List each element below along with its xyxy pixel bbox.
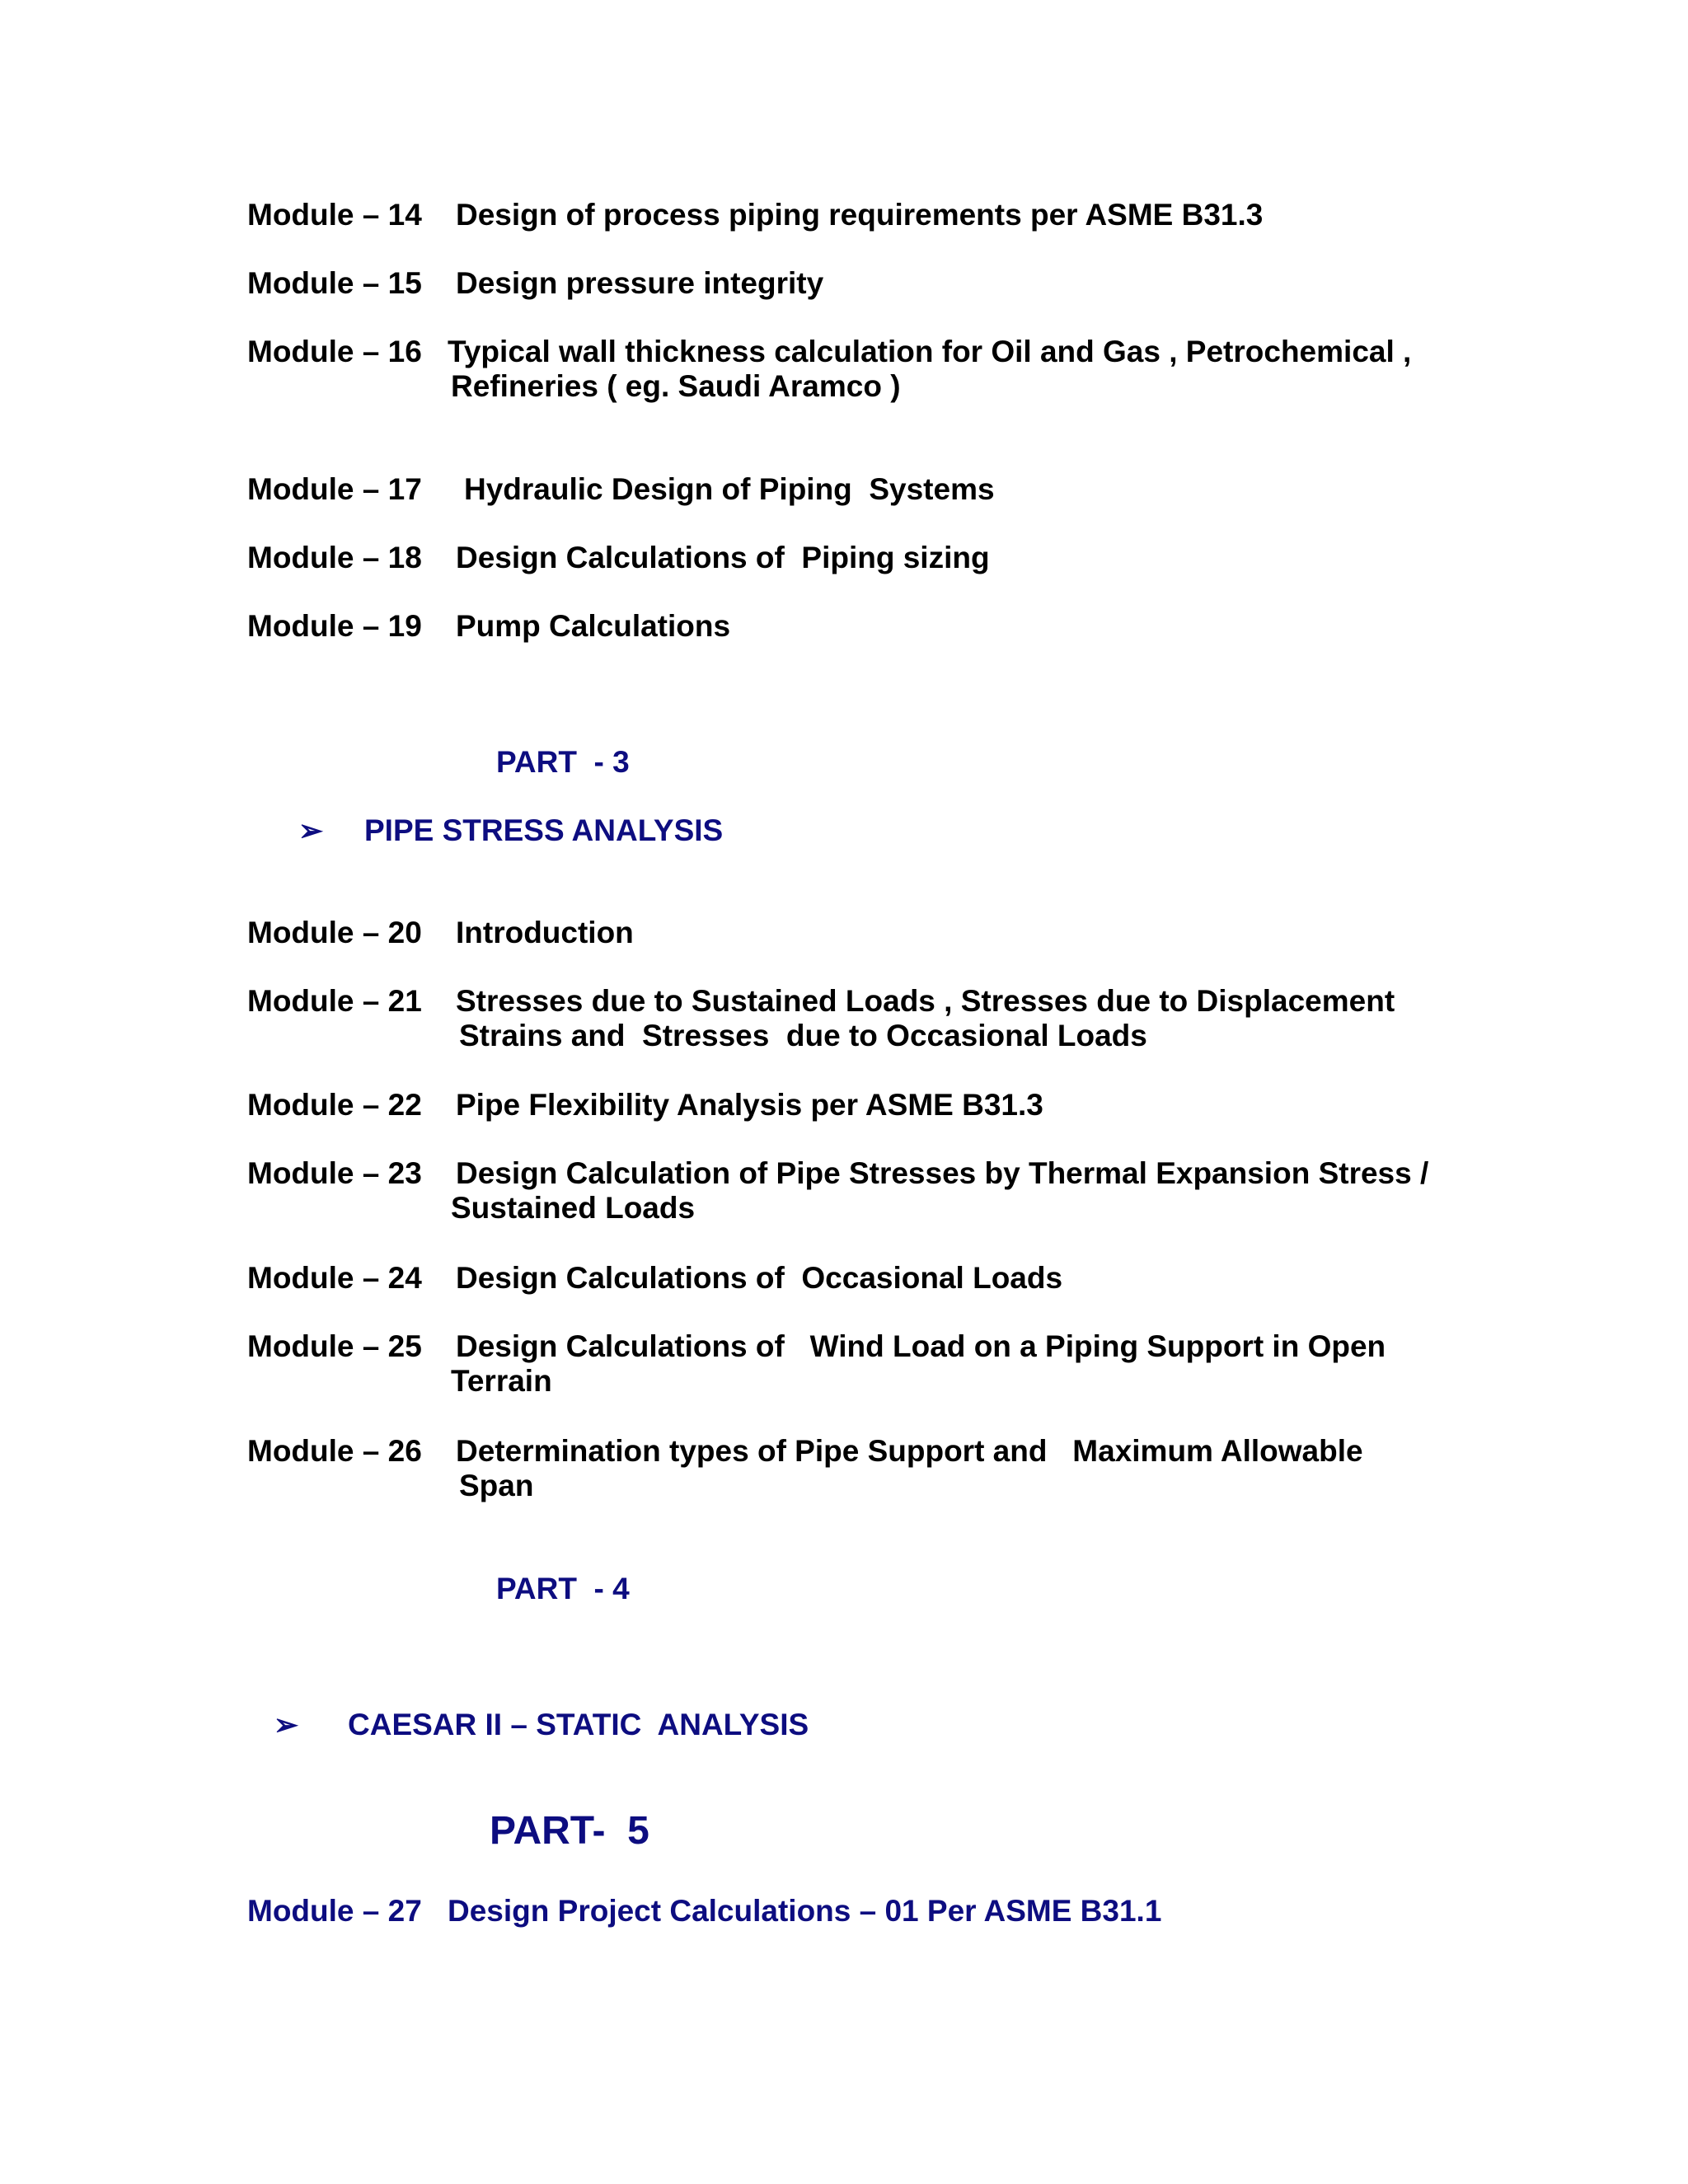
module-number: Module – 15 bbox=[247, 266, 422, 300]
module-number: Module – 27 bbox=[247, 1894, 422, 1928]
module-number: Module – 17 bbox=[247, 472, 422, 506]
module-title: Typical wall thickness calculation for Oil and Gas , Petrochemical , bbox=[448, 335, 1412, 368]
module-number: Module – 20 bbox=[247, 916, 422, 949]
module-title: Design Calculation of Pipe Stresses by Thermal Expansion Stress / bbox=[456, 1156, 1429, 1190]
module-title: Design Project Calculations – 01 Per ASME B31.1 bbox=[448, 1894, 1162, 1928]
module-number: Module – 14 bbox=[247, 198, 422, 232]
module-number: Module – 18 bbox=[247, 541, 422, 574]
module-number: Module – 23 bbox=[247, 1156, 422, 1190]
module-number: Module – 24 bbox=[247, 1261, 422, 1295]
module-number: Module – 26 bbox=[247, 1434, 422, 1468]
section-heading: PIPE STRESS ANALYSIS bbox=[364, 813, 724, 847]
module-number: Module – 16 bbox=[247, 335, 422, 368]
module-title: Determination types of Pipe Support and Maximum Allowable bbox=[456, 1434, 1363, 1468]
module-title-continuation: Span bbox=[459, 1469, 534, 1502]
module-title-continuation: Sustained Loads bbox=[451, 1191, 696, 1225]
module-title: Design Calculations of Piping sizing bbox=[456, 541, 990, 574]
section-heading: CAESAR II – STATIC ANALYSIS bbox=[348, 1708, 809, 1741]
module-title: Design Calculations of Wind Load on a Piping Support in Open bbox=[456, 1329, 1386, 1363]
module-title: Pipe Flexibility Analysis per ASME B31.3 bbox=[456, 1088, 1043, 1122]
module-number: Module – 25 bbox=[247, 1329, 422, 1363]
module-title-continuation: Strains and Stresses due to Occasional Loads bbox=[459, 1019, 1147, 1052]
module-title-continuation: Refineries ( eg. Saudi Aramco ) bbox=[451, 369, 901, 403]
module-title: Pump Calculations bbox=[456, 609, 731, 643]
module-title: Stresses due to Sustained Loads , Stresses due to Displacement bbox=[456, 984, 1395, 1018]
part-label: PART- 5 bbox=[490, 1809, 649, 1853]
arrow-bullet-icon: ➢ bbox=[274, 1708, 299, 1741]
module-title: Design Calculations of Occasional Loads bbox=[456, 1261, 1063, 1295]
module-number: Module – 22 bbox=[247, 1088, 422, 1122]
module-number: Module – 19 bbox=[247, 609, 422, 643]
part-label: PART - 4 bbox=[496, 1572, 630, 1605]
module-title: Hydraulic Design of Piping Systems bbox=[464, 472, 995, 506]
arrow-bullet-icon: ➢ bbox=[298, 813, 324, 847]
module-title: Design pressure integrity bbox=[456, 266, 824, 300]
module-title-continuation: Terrain bbox=[451, 1364, 552, 1398]
module-title: Design of process piping requirements per ASME B31.3 bbox=[456, 198, 1264, 232]
part-label: PART - 3 bbox=[496, 745, 630, 779]
module-title: Introduction bbox=[456, 916, 634, 949]
module-number: Module – 21 bbox=[247, 984, 422, 1018]
